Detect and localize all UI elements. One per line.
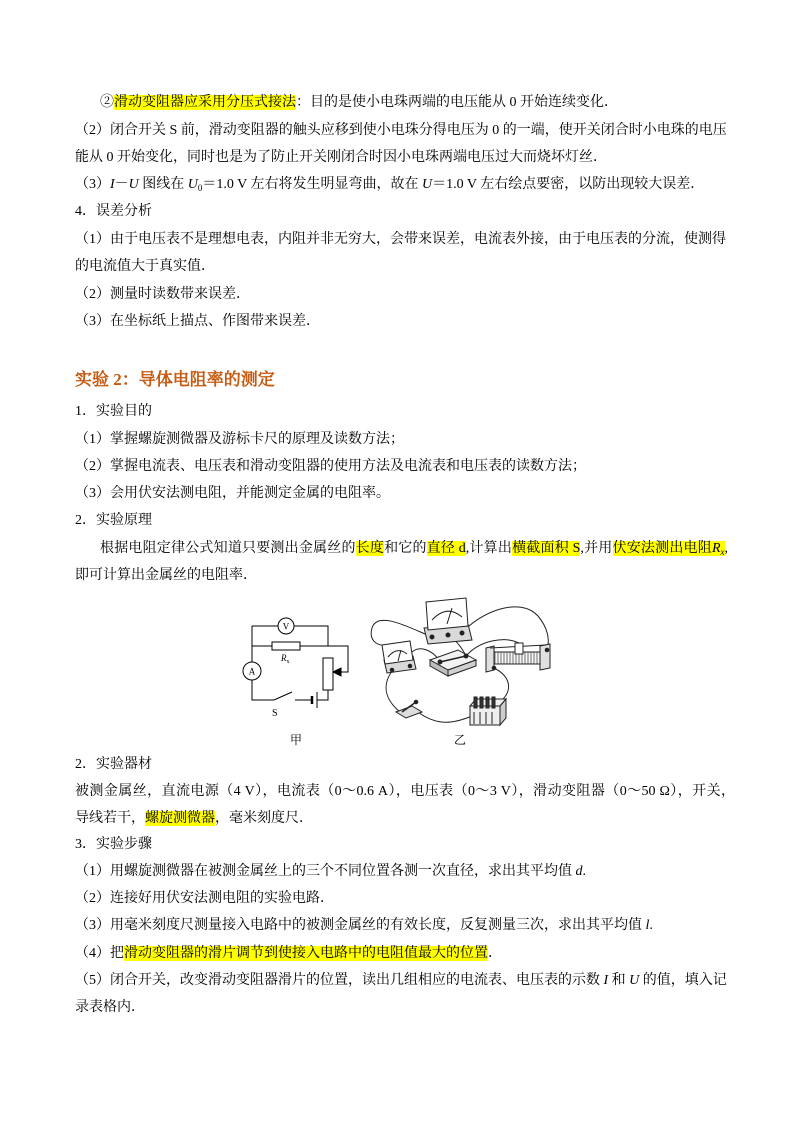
- divider-connection-line: [100, 93, 618, 113]
- step-5-line-2: 录表格内．: [75, 1000, 145, 1015]
- switch-knob: [414, 700, 418, 704]
- line-text: 的值，填入记: [639, 973, 727, 988]
- battery-cell: [474, 697, 477, 708]
- rheostat-end-right: [540, 644, 550, 670]
- sliding-rheostat-device: [486, 643, 550, 672]
- rheostat-slider-arrow: [333, 668, 341, 676]
- error-item-2: （2）测量时读数带来误差．: [75, 287, 250, 302]
- symbol-i: I: [110, 177, 115, 192]
- switch-note-line-1: （2）闭合开关 S 前，滑动变阻器的触头应移到使小电珠分得电压为 0 的一端，使开关闭合时小电珠的电压: [75, 123, 727, 138]
- terminal: [390, 668, 394, 672]
- line-text: 导线若干，: [75, 811, 145, 826]
- ammeter-label: A: [248, 666, 256, 677]
- error-item-1-line-1: （1）由于电压表不是理想电表，内阻并非无穷大，会带来误差，电流表外接，由于电压表的分流，使测得: [75, 232, 726, 247]
- line-text: ,: [724, 541, 728, 556]
- figure-label-jia: 甲: [289, 733, 303, 747]
- symbol-u: U: [629, 973, 640, 988]
- switch-device: [396, 700, 422, 718]
- highlight-voltammetry: [613, 541, 725, 556]
- connecting-wire: [494, 668, 509, 702]
- symbol-r: R: [711, 541, 721, 556]
- rheostat-symbol: [323, 658, 333, 690]
- battery-box-device: [470, 697, 506, 725]
- resistor-symbol: [272, 642, 300, 650]
- symbol-u: U: [422, 177, 433, 192]
- line-text: （4）把: [75, 946, 124, 961]
- resistor-label-r: R: [281, 653, 287, 663]
- section-title: 实验 2：导体电阻率的测定: [75, 370, 275, 389]
- highlight-length: 长度: [355, 541, 385, 556]
- wire-board-device: [430, 650, 476, 676]
- step-1: [75, 862, 586, 882]
- principle-heading: 2．实验原理: [75, 513, 152, 528]
- battery-cell: [480, 697, 483, 708]
- apparatus-diagram-yi: [371, 598, 550, 725]
- line-text: ．: [488, 946, 502, 961]
- principle-line-2: 即可计算出金属丝的电阻率．: [75, 568, 257, 583]
- line-text: ＝1.0 V 左右将发生明显弯曲，故在: [202, 177, 423, 192]
- terminal: [464, 654, 468, 658]
- circuit-diagram-jia: [243, 618, 348, 708]
- step-3: [75, 916, 653, 936]
- line-text: 伏安法测出电阻: [612, 541, 712, 556]
- line-text: ＝1.0 V 左右绘点要密，以防出现较大误差．: [432, 177, 705, 192]
- principle-line-1: [100, 539, 728, 559]
- voltmeter-label: V: [282, 621, 290, 632]
- line-text: 图线在: [138, 177, 188, 192]
- materials-heading: 2．实验器材: [75, 757, 152, 772]
- subscript-zero: 0: [197, 183, 203, 193]
- materials-line-2: [75, 809, 313, 829]
- resistor-label: [280, 653, 290, 665]
- experiment-figure: [0, 590, 794, 750]
- highlight-slider-position: 滑动变阻器的滑片调节到使接入电路中的电阻值最大的位置: [124, 946, 488, 961]
- symbol-l: l: [645, 918, 650, 933]
- voltmeter-face: [426, 598, 468, 630]
- line-text: ,并用: [580, 541, 613, 556]
- aim-item-3: （3）会用伏安法测电阻，并能测定金属的电阻率。: [75, 486, 390, 501]
- item-number: （3）: [75, 177, 110, 192]
- line-text: ：目的是使小电珠两端的电压能从 0 开始连续变化．: [296, 95, 618, 110]
- battery-cell: [486, 697, 489, 708]
- highlight-cross-section: 横截面积 S: [512, 541, 581, 556]
- highlight-diameter: 直径 d: [426, 541, 466, 556]
- line-text: （5）闭合开关，改变滑动变阻器滑片的位置，读出几组相应的电流表、电压表的示数: [75, 973, 604, 988]
- switch-note-line-2: 能从 0 开始变化，同时也是为了防止开关刚闭合时因小电珠两端电压过大而烧坏灯丝．: [75, 150, 607, 165]
- symbol-i: I: [603, 973, 609, 988]
- step-5-line-1: [75, 971, 727, 991]
- voltmeter-device: [424, 598, 472, 644]
- connecting-wire: [371, 620, 432, 645]
- error-item-1-line-2: 的电流值大于真实值．: [75, 259, 215, 274]
- aim-heading: 1．实验目的: [75, 404, 152, 419]
- connecting-wire: [418, 712, 472, 722]
- error-item-3: （3）在坐标纸上描点、作图带来误差．: [75, 314, 320, 329]
- iu-curve-note-line: [75, 175, 704, 195]
- figure-label-yi: 乙: [453, 733, 467, 747]
- line-text: 和: [608, 973, 630, 988]
- aim-item-1: （1）掌握螺旋测微器及游标卡尺的原理及读数方法；: [75, 432, 404, 447]
- terminal: [446, 633, 450, 637]
- aim-item-2: （2）掌握电流表、电压表和滑动变阻器的使用方法及电流表和电压表的读数方法；: [75, 459, 586, 474]
- error-analysis-heading: 4．误差分析: [75, 204, 152, 219]
- line-text: 根据电阻定律公式知道只要测出金属丝的: [100, 541, 356, 556]
- ammeter-device: [382, 641, 416, 673]
- connecting-wire: [386, 671, 400, 712]
- highlighted-text: 滑动变阻器应采用分压式接法: [114, 95, 296, 110]
- terminal: [460, 631, 464, 635]
- circled-number: ②: [100, 95, 114, 110]
- resistor-label-sub: x: [286, 659, 290, 665]
- battery-cell: [492, 697, 495, 708]
- terminal: [492, 666, 496, 670]
- subscript-x: x: [720, 547, 725, 557]
- symbol-u0: U: [187, 177, 198, 192]
- line-text: 和它的: [384, 541, 427, 556]
- dash: －: [114, 177, 129, 192]
- line-text: ,计算出: [465, 541, 513, 556]
- steps-heading: 3．实验步骤: [75, 837, 152, 852]
- connecting-wire: [462, 607, 548, 650]
- terminal: [408, 664, 412, 668]
- materials-line-1: 被测金属丝，直流电源（4 V），电流表（0～0.6 A），电压表（0～3 V），滑动变阻器（0～50 Ω），开关，: [75, 784, 735, 799]
- rheostat-slider: [515, 643, 523, 654]
- highlight-micrometer: 螺旋测微器: [145, 811, 215, 826]
- line-text: ，毫米刻度尺．: [215, 811, 313, 826]
- symbol-u: U: [128, 177, 139, 192]
- step-4: [75, 944, 502, 964]
- terminal: [430, 635, 434, 639]
- circuit-wire: [317, 690, 328, 700]
- step-2: （2）连接好用伏安法测电阻的实验电路．: [75, 891, 334, 906]
- terminal: [438, 660, 442, 664]
- ammeter-face: [382, 641, 413, 664]
- line-text: .: [582, 864, 586, 879]
- symbol-d: d: [575, 864, 583, 879]
- line-text: .: [649, 918, 653, 933]
- terminal: [545, 648, 549, 652]
- switch-lever: [274, 692, 292, 700]
- line-text: （3）用毫米刻度尺测量接入电路中的被测金属丝的有效长度，反复测量三次，求出其平均值: [75, 918, 646, 933]
- line-text: （1）用螺旋测微器在被测金属丝上的三个不同位置各测一次直径，求出其平均值: [75, 864, 576, 879]
- switch-label: S: [272, 708, 278, 719]
